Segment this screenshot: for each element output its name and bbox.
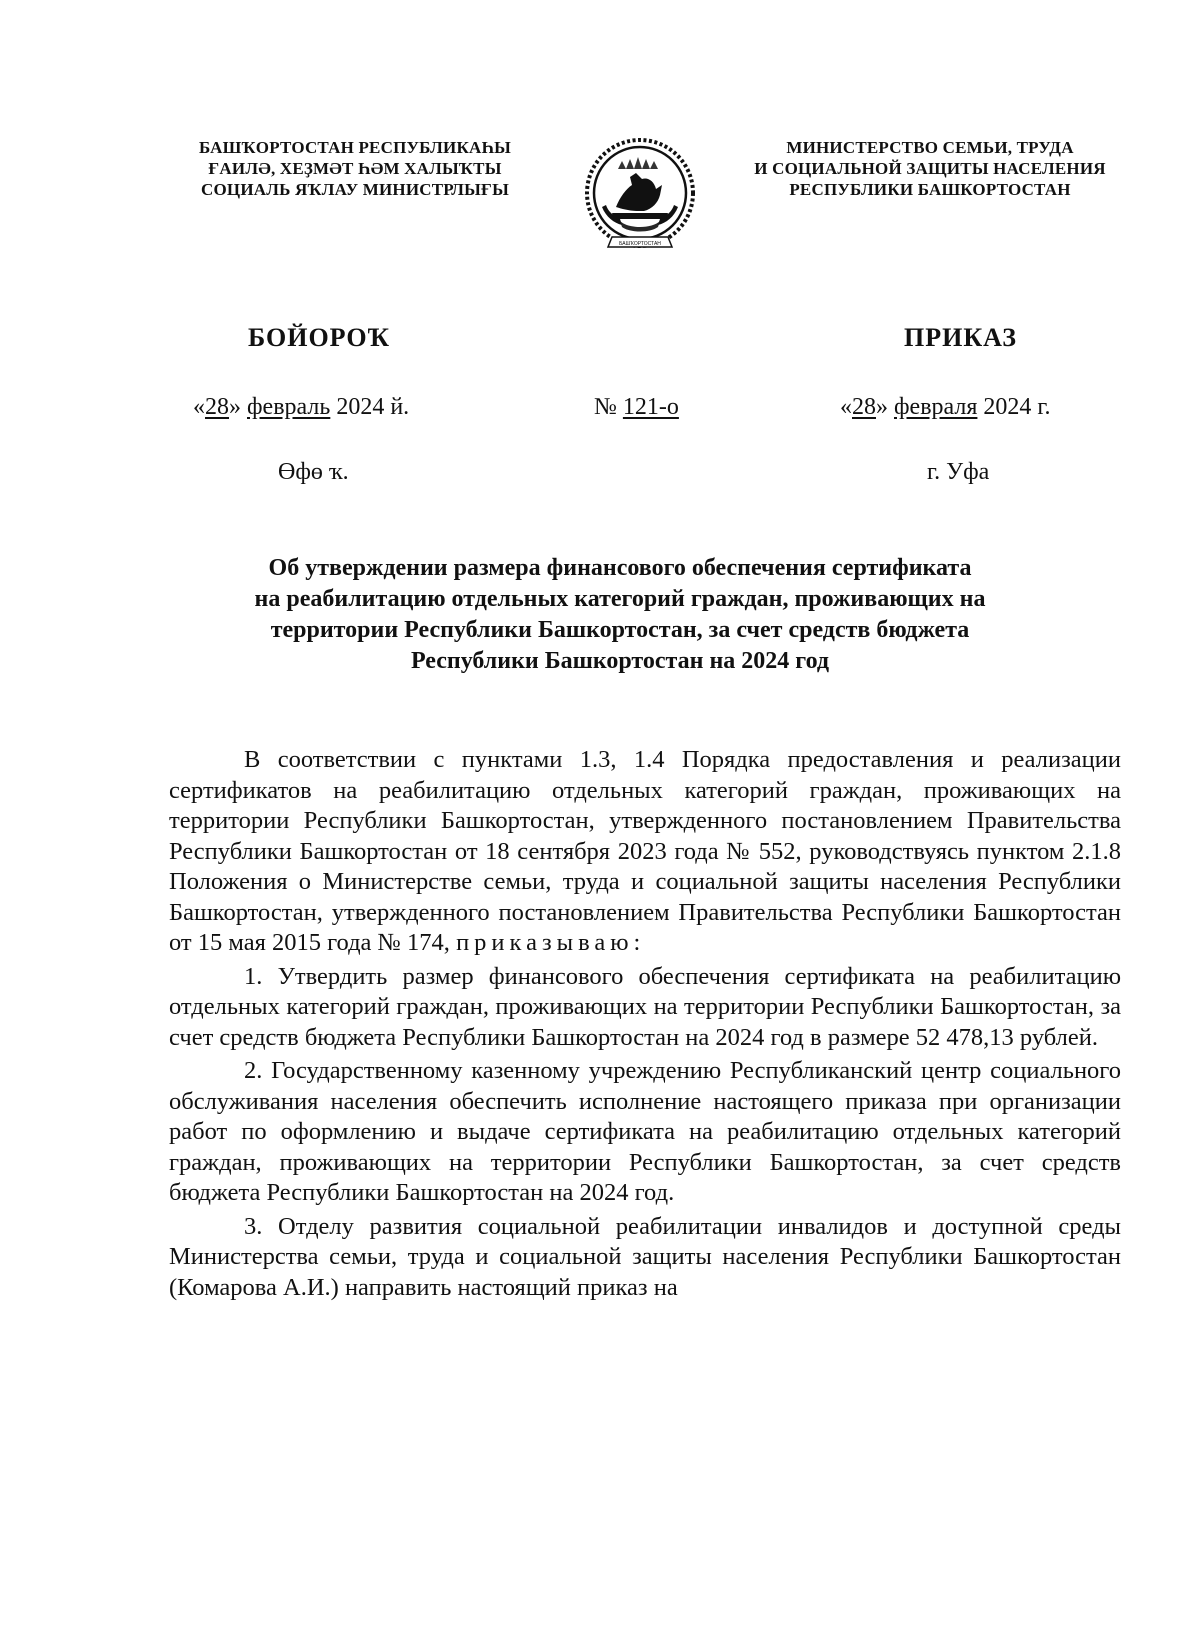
ministry-name-bashkir-line: СОЦИАЛЬ ЯҠЛАУ МИНИСТРЛЫҒЫ bbox=[201, 180, 509, 199]
date-month: февраля bbox=[894, 394, 978, 420]
date-day: 28 bbox=[205, 394, 229, 420]
ministry-name-russian-line: РЕСПУБЛИКИ БАШКОРТОСТАН bbox=[789, 180, 1071, 199]
title-line: на реабилитацию отдельных категорий граждан, проживающих на bbox=[254, 586, 986, 612]
order-item-1: 1. Утвердить размер финансового обеспечения сертификата на реабилитацию отдельных категорий граждан, проживающих на территории Республики Башкортостан, за счет средств бюджета Республики Башкортостан на 2024 год в размере 52 478,13 рублей. bbox=[169, 962, 1121, 1051]
city-russian: г. Уфа bbox=[927, 459, 990, 485]
order-item-2: 2. Государственному казенному учреждению Республиканский центр социального обслуживания населения обеспечить исполнение настоящего приказа при организации работ по оформлению и выдаче сертификата на реабилитацию отдельных категорий граждан, проживающих на территории Республики Башкортостан, за счет средств бюджета Республики Башкортостан на 2024 год. bbox=[169, 1057, 1121, 1206]
date-year: 2024 й. bbox=[336, 394, 410, 420]
date-open-quote: « bbox=[193, 394, 205, 420]
date-bashkir bbox=[193, 394, 409, 421]
date-open-quote: « bbox=[840, 394, 852, 420]
order-number bbox=[594, 394, 679, 421]
doc-type-russian: ПРИКАЗ bbox=[904, 323, 1018, 352]
preamble-paragraph bbox=[169, 745, 1121, 959]
date-close-quote: » bbox=[229, 394, 241, 420]
date-day: 28 bbox=[852, 394, 876, 420]
coat-of-arms-icon bbox=[582, 137, 698, 260]
emblem-ribbon-text: БАШҠОРТОСТАН bbox=[619, 241, 661, 247]
order-number-prefix: № bbox=[594, 394, 617, 420]
doc-type-bashkir: БОЙОРОҠ bbox=[248, 323, 391, 352]
ministry-name-russian bbox=[700, 137, 1160, 200]
title-line: территории Республики Башкортостан, за счет средств бюджета bbox=[270, 617, 970, 643]
ministry-name-bashkir bbox=[155, 137, 555, 200]
order-word: приказываю: bbox=[456, 929, 646, 956]
ministry-name-russian-line: И СОЦИАЛЬНОЙ ЗАЩИТЫ НАСЕЛЕНИЯ bbox=[754, 159, 1106, 178]
order-item-3: 3. Отделу развития социальной реабилитации инвалидов и доступной среды Министерства семьи, труда и социальной защиты населения Республики Башкортостан (Комарова А.И.) направить настоящий приказ на bbox=[169, 1212, 1121, 1301]
date-year: 2024 г. bbox=[983, 394, 1051, 420]
date-close-quote: » bbox=[876, 394, 888, 420]
date-month: февраль bbox=[247, 394, 331, 420]
ministry-name-bashkir-line: БАШҠОРТОСТАН РЕСПУБЛИКАҺЫ bbox=[198, 138, 512, 157]
title-line: Об утверждении размера финансового обеспечения сертификата bbox=[268, 555, 972, 581]
preamble-text: В соответствии с пунктами 1.3, 1.4 Порядка предоставления и реализации сертификатов на реабилитацию отдельных категорий граждан, проживающих на территории Республики Башкортостан, утвержденного постановлением Правительства Республики Башкортостан от 18 сентября 2023 года № 552, руководствуясь пунктом 2.1.8 Положения о Министерстве семьи, труда и социальной защиты населения Республики Башкортостан, утвержденного постановлением Правительства Республики Башкортостан от 15 мая 2015 года № 174, bbox=[169, 746, 1121, 956]
order-number-value: 121-о bbox=[622, 394, 679, 420]
ministry-name-russian-line: МИНИСТЕРСТВО СЕМЬИ, ТРУДА bbox=[786, 138, 1074, 157]
title-line: Республики Башкортостан на 2024 год bbox=[410, 648, 830, 674]
document-body bbox=[169, 745, 1121, 1306]
ministry-name-bashkir-line: ҒАИЛӘ, ХЕҘМӘТ ҺӘМ ХАЛЫҠТЫ bbox=[208, 159, 502, 178]
city-bashkir: Өфө ҡ. bbox=[278, 459, 349, 485]
document-title bbox=[170, 553, 1070, 677]
date-russian bbox=[840, 394, 1051, 421]
